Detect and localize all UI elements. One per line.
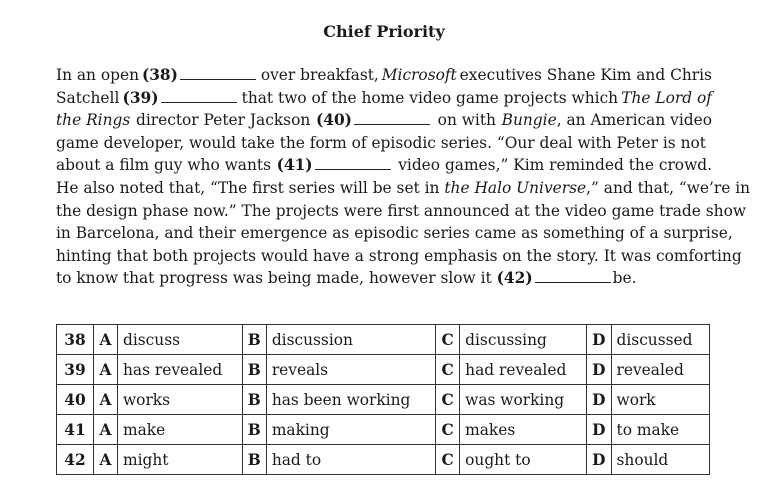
option-letter: D xyxy=(587,325,611,355)
option-d[interactable]: revealed xyxy=(611,355,709,385)
options-table xyxy=(56,324,710,475)
option-d[interactable]: to make xyxy=(611,415,709,445)
option-letter: A xyxy=(94,445,118,475)
blank-38 xyxy=(180,65,256,80)
option-d[interactable]: should xyxy=(611,445,709,475)
option-letter: B xyxy=(242,355,266,385)
option-b[interactable]: has been working xyxy=(266,385,435,415)
blank-number-38: (38) xyxy=(141,66,178,84)
option-b[interactable]: discussion xyxy=(266,325,435,355)
blank-40 xyxy=(354,110,430,125)
option-d[interactable]: discussed xyxy=(611,325,709,355)
passage-line-1: In an open (38) over breakfast, Microsoft executives Shane Kim and Chris xyxy=(56,66,712,84)
option-letter: D xyxy=(587,415,611,445)
table-row xyxy=(57,445,710,475)
option-b[interactable]: making xyxy=(266,415,435,445)
option-b[interactable]: reveals xyxy=(266,355,435,385)
option-c[interactable]: was working xyxy=(460,385,587,415)
option-letter: C xyxy=(436,385,460,415)
option-c[interactable]: ought to xyxy=(460,445,587,475)
passage-line-7: the design phase now.” The projects were first announced at the video game trade show xyxy=(56,201,747,220)
option-letter: A xyxy=(94,415,118,445)
question-number: 38 xyxy=(57,325,94,355)
option-letter: C xyxy=(436,415,460,445)
option-letter: B xyxy=(242,445,266,475)
blank-39 xyxy=(161,88,237,103)
question-number: 42 xyxy=(57,445,94,475)
option-a[interactable]: works xyxy=(118,385,243,415)
passage-line-9: hinting that both projects would have a strong emphasis on the story. It was comforting xyxy=(56,246,742,265)
option-a[interactable]: has revealed xyxy=(118,355,243,385)
passage-line-6: He also noted that, “The first series will be set in the Halo Universe,” and that, “we’re in xyxy=(56,178,751,197)
question-number: 41 xyxy=(57,415,94,445)
blank-number-39: (39) xyxy=(122,88,159,107)
blank-number-41: (41) xyxy=(276,156,313,175)
blank-42 xyxy=(535,268,611,283)
option-c[interactable]: had revealed xyxy=(460,355,587,385)
passage-line-8: in Barcelona, and their emergence as episodic series came as something of a surprise, xyxy=(56,224,733,243)
option-b[interactable]: had to xyxy=(266,445,435,475)
option-d[interactable]: work xyxy=(611,385,709,415)
table-row xyxy=(57,415,710,445)
blank-number-40: (40) xyxy=(315,111,352,130)
option-letter: A xyxy=(94,325,118,355)
passage-line-2: Satchell (39) that two of the home video game projects which The Lord of xyxy=(56,88,712,107)
option-a[interactable]: discuss xyxy=(118,325,243,355)
blank-41 xyxy=(315,155,391,170)
question-number: 40 xyxy=(57,385,94,415)
table-row xyxy=(57,385,710,415)
passage-line-5: about a film guy who wants (41) video games,” Kim reminded the crowd. xyxy=(56,156,712,175)
passage-line-10: to know that progress was being made, however slow it (42) be. xyxy=(56,269,637,288)
page-title: Chief Priority xyxy=(323,22,445,41)
option-letter: D xyxy=(587,445,611,475)
option-letter: B xyxy=(242,415,266,445)
option-c[interactable]: discussing xyxy=(460,325,587,355)
option-letter: C xyxy=(436,445,460,475)
table-row xyxy=(57,355,710,385)
option-letter: B xyxy=(242,325,266,355)
option-letter: D xyxy=(587,385,611,415)
option-letter: D xyxy=(587,355,611,385)
option-a[interactable]: might xyxy=(118,445,243,475)
passage-text xyxy=(56,64,751,290)
option-a[interactable]: make xyxy=(118,415,243,445)
passage-line-3: the Rings director Peter Jackson (40) on with Bungie, an American video xyxy=(56,111,712,130)
option-c[interactable]: makes xyxy=(460,415,587,445)
passage-line-4: game developer, would take the form of episodic series. “Our deal with Peter is not xyxy=(56,133,706,152)
option-letter: A xyxy=(94,355,118,385)
option-letter: A xyxy=(94,385,118,415)
table-row xyxy=(57,325,710,355)
option-letter: C xyxy=(436,325,460,355)
option-letter: B xyxy=(242,385,266,415)
blank-number-42: (42) xyxy=(496,269,533,288)
option-letter: C xyxy=(436,355,460,385)
question-number: 39 xyxy=(57,355,94,385)
